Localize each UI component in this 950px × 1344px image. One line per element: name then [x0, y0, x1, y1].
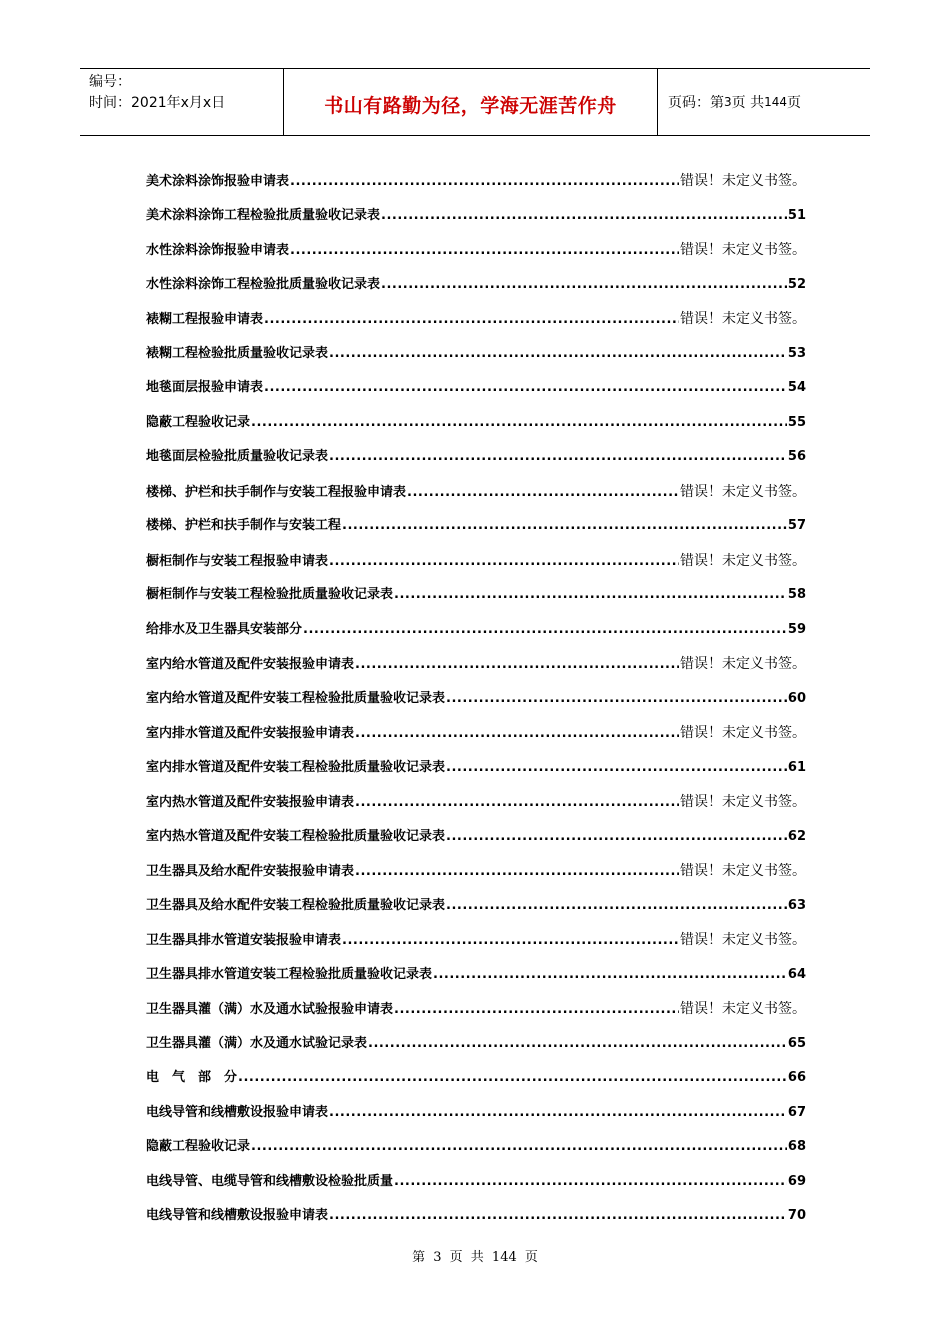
toc-entry-page: 59	[787, 621, 806, 637]
toc-entry[interactable]	[146, 826, 806, 861]
toc-entry-page: 70	[787, 1208, 806, 1223]
toc-entry[interactable]	[146, 964, 806, 999]
toc-entry-page: 56	[787, 449, 806, 464]
toc-dot-leader	[329, 343, 787, 365]
toc-entry-page: 错误！未定义书签。	[680, 863, 806, 879]
time-label: 时间：2021年x月x日	[89, 95, 226, 111]
toc-entry-page: 60	[787, 690, 806, 706]
toc-entry-page: 69	[787, 1173, 806, 1189]
toc-dot-leader	[355, 792, 679, 814]
toc-entry[interactable]	[146, 550, 806, 585]
toc-entry-page: 55	[787, 414, 806, 430]
toc-entry[interactable]	[146, 308, 806, 343]
toc-entry[interactable]	[146, 895, 806, 930]
toc-entry-title: 室内给水管道及配件安装报验申请表	[146, 657, 355, 672]
toc-dot-leader	[355, 861, 679, 883]
toc-entry[interactable]	[146, 584, 806, 619]
toc-entry[interactable]	[146, 1136, 806, 1171]
toc-entry-title: 美术涂料涂饰工程检验批质量验收记录表	[146, 207, 381, 223]
toc-entry-title: 室内排水管道及配件安装报验申请表	[146, 726, 355, 741]
toc-entry-title: 卫生器具及给水配件安装工程检验批质量验收记录表	[146, 897, 446, 913]
toc-entry-title: 室内热水管道及配件安装报验申请表	[146, 795, 355, 810]
toc-entry[interactable]	[146, 343, 806, 378]
toc-entry[interactable]	[146, 239, 806, 274]
toc-entry[interactable]	[146, 446, 806, 481]
toc-dot-leader	[342, 515, 787, 537]
toc-entry-page: 错误！未定义书签。	[680, 794, 806, 810]
toc-entry-page: 错误！未定义书签。	[680, 725, 806, 741]
toc-entry-title: 电 气 部 分	[146, 1070, 238, 1085]
toc-entry[interactable]	[146, 274, 806, 309]
toc-entry[interactable]	[146, 998, 806, 1033]
toc-entry[interactable]	[146, 791, 806, 826]
toc-entry-title: 卫生器具排水管道安装工程检验批质量验收记录表	[146, 966, 433, 982]
toc-entry-page: 66	[787, 1070, 806, 1085]
page-suffix: 页	[787, 95, 801, 111]
toc-dot-leader	[433, 964, 787, 986]
toc-dot-leader	[355, 654, 679, 676]
toc-entry-page: 错误！未定义书签。	[680, 311, 806, 327]
toc-entry-page: 58	[787, 587, 806, 602]
toc-entry-title: 卫生器具灌（满）水及通水试验报验申请表	[146, 1002, 394, 1017]
toc-dot-leader	[251, 1136, 787, 1158]
header-page-info	[658, 69, 870, 135]
header-meta	[80, 69, 284, 135]
toc-dot-leader	[329, 551, 679, 573]
toc-entry[interactable]	[146, 170, 806, 205]
page-prefix: 页码：第	[668, 95, 724, 111]
toc-entry[interactable]	[146, 757, 806, 792]
toc-dot-leader	[303, 619, 787, 641]
toc-entry-title: 橱柜制作与安装工程报验申请表	[146, 553, 329, 569]
toc-entry-page: 错误！未定义书签。	[680, 242, 806, 258]
toc-entry-title: 楼梯、护栏和扶手制作与安装工程	[146, 518, 342, 533]
toc-entry-title: 地毯面层报验申请表	[146, 380, 264, 395]
toc-entry-title: 裱糊工程检验批质量验收记录表	[146, 345, 329, 361]
header-slogan: 书山有路勤为径，学海无涯苦作舟	[284, 69, 658, 135]
toc-entry-title: 卫生器具灌（满）水及通水试验记录表	[146, 1035, 368, 1051]
toc-dot-leader	[446, 757, 787, 779]
toc-entry[interactable]	[146, 860, 806, 895]
toc-entry-page: 63	[787, 897, 806, 913]
toc-entry-page: 68	[787, 1139, 806, 1154]
page-footer: 第 3 页 共 144 页	[412, 1250, 538, 1265]
toc-entry-title: 水性涂料涂饰报验申请表	[146, 243, 290, 258]
toc-entry-page: 57	[787, 518, 806, 533]
toc-entry[interactable]	[146, 929, 806, 964]
toc-entry-title: 室内热水管道及配件安装工程检验批质量验收记录表	[146, 828, 446, 844]
toc-entry[interactable]	[146, 377, 806, 412]
toc-entry-page: 错误！未定义书签。	[680, 656, 806, 672]
toc-entry-title: 电线导管、电缆导管和线槽敷设检验批质量	[146, 1173, 394, 1189]
toc-entry[interactable]	[146, 515, 806, 550]
toc-entry[interactable]	[146, 688, 806, 723]
toc-dot-leader	[407, 482, 679, 504]
toc-entry-title: 裱糊工程报验申请表	[146, 312, 264, 327]
toc-entry[interactable]	[146, 1067, 806, 1102]
toc-entry-page: 错误！未定义书签。	[680, 173, 806, 189]
toc-entry-title: 楼梯、护栏和扶手制作与安装工程报验申请表	[146, 484, 407, 500]
toc-entry[interactable]	[146, 1205, 806, 1240]
toc-entry-title: 电线导管和线槽敷设报验申请表	[146, 1208, 329, 1223]
toc-dot-leader	[446, 688, 787, 710]
toc-entry-page: 错误！未定义书签。	[680, 932, 806, 948]
toc-dot-leader	[394, 999, 679, 1021]
toc-entry-title: 美术涂料涂饰报验申请表	[146, 174, 290, 189]
toc-entry-title: 卫生器具及给水配件安装报验申请表	[146, 864, 355, 879]
toc-dot-leader	[342, 930, 679, 952]
toc-entry[interactable]	[146, 653, 806, 688]
toc-entry-page: 62	[787, 828, 806, 844]
page-header	[80, 68, 870, 136]
toc-entry[interactable]	[146, 722, 806, 757]
toc-dot-leader	[329, 446, 787, 468]
toc-entry-title: 室内给水管道及配件安装工程检验批质量验收记录表	[146, 690, 446, 706]
toc-dot-leader	[290, 171, 679, 193]
toc-entry[interactable]	[146, 1102, 806, 1137]
toc-entry[interactable]	[146, 481, 806, 516]
page-mid: 页 共	[731, 95, 765, 111]
toc-dot-leader	[394, 584, 787, 606]
toc-entry-page: 67	[787, 1104, 806, 1120]
toc-entry-title: 电线导管和线槽敷设报验申请表	[146, 1104, 329, 1120]
toc-dot-leader	[251, 412, 787, 434]
toc-dot-leader	[446, 826, 787, 848]
toc-dot-leader	[329, 1102, 787, 1124]
toc-entry-title: 水性涂料涂饰工程检验批质量验收记录表	[146, 276, 381, 292]
page-current: 3	[724, 95, 732, 109]
toc-entry-page: 错误！未定义书签。	[680, 483, 806, 500]
toc-entry-page: 61	[787, 759, 806, 775]
toc-entry-page: 53	[787, 345, 806, 361]
toc-entry-page: 51	[787, 207, 806, 223]
toc-entry-title: 给排水及卫生器具安装部分	[146, 621, 303, 637]
toc-entry[interactable]	[146, 1033, 806, 1068]
toc-entry-title: 隐蔽工程验收记录	[146, 1139, 251, 1154]
toc-dot-leader	[264, 309, 679, 331]
toc-dot-leader	[290, 240, 679, 262]
toc-entry-page: 52	[787, 276, 806, 292]
page-total: 144	[764, 95, 787, 109]
toc-entry-title: 地毯面层检验批质量验收记录表	[146, 449, 329, 464]
toc-entry-page: 错误！未定义书签。	[680, 1001, 806, 1017]
toc-entry-page: 64	[787, 966, 806, 982]
toc-entry[interactable]	[146, 205, 806, 240]
toc-entry-page: 错误！未定义书签。	[680, 552, 806, 569]
toc-entry[interactable]	[146, 412, 806, 447]
toc-entry[interactable]	[146, 619, 806, 654]
table-of-contents	[146, 170, 806, 1240]
toc-dot-leader	[446, 895, 787, 917]
toc-entry-title: 室内排水管道及配件安装工程检验批质量验收记录表	[146, 759, 446, 775]
number-label: 编号：	[89, 74, 131, 90]
toc-entry-page: 54	[787, 380, 806, 395]
toc-dot-leader	[355, 723, 679, 745]
toc-dot-leader	[381, 274, 787, 296]
toc-dot-leader	[394, 1171, 787, 1193]
toc-dot-leader	[368, 1033, 787, 1055]
toc-dot-leader	[238, 1067, 787, 1089]
toc-dot-leader	[381, 205, 787, 227]
toc-entry-title: 橱柜制作与安装工程检验批质量验收记录表	[146, 587, 394, 602]
toc-entry-title: 隐蔽工程验收记录	[146, 414, 251, 430]
toc-entry[interactable]	[146, 1171, 806, 1206]
toc-dot-leader	[329, 1205, 787, 1227]
toc-entry-page: 65	[787, 1035, 806, 1051]
toc-entry-title: 卫生器具排水管道安装报验申请表	[146, 933, 342, 948]
toc-dot-leader	[264, 377, 787, 399]
